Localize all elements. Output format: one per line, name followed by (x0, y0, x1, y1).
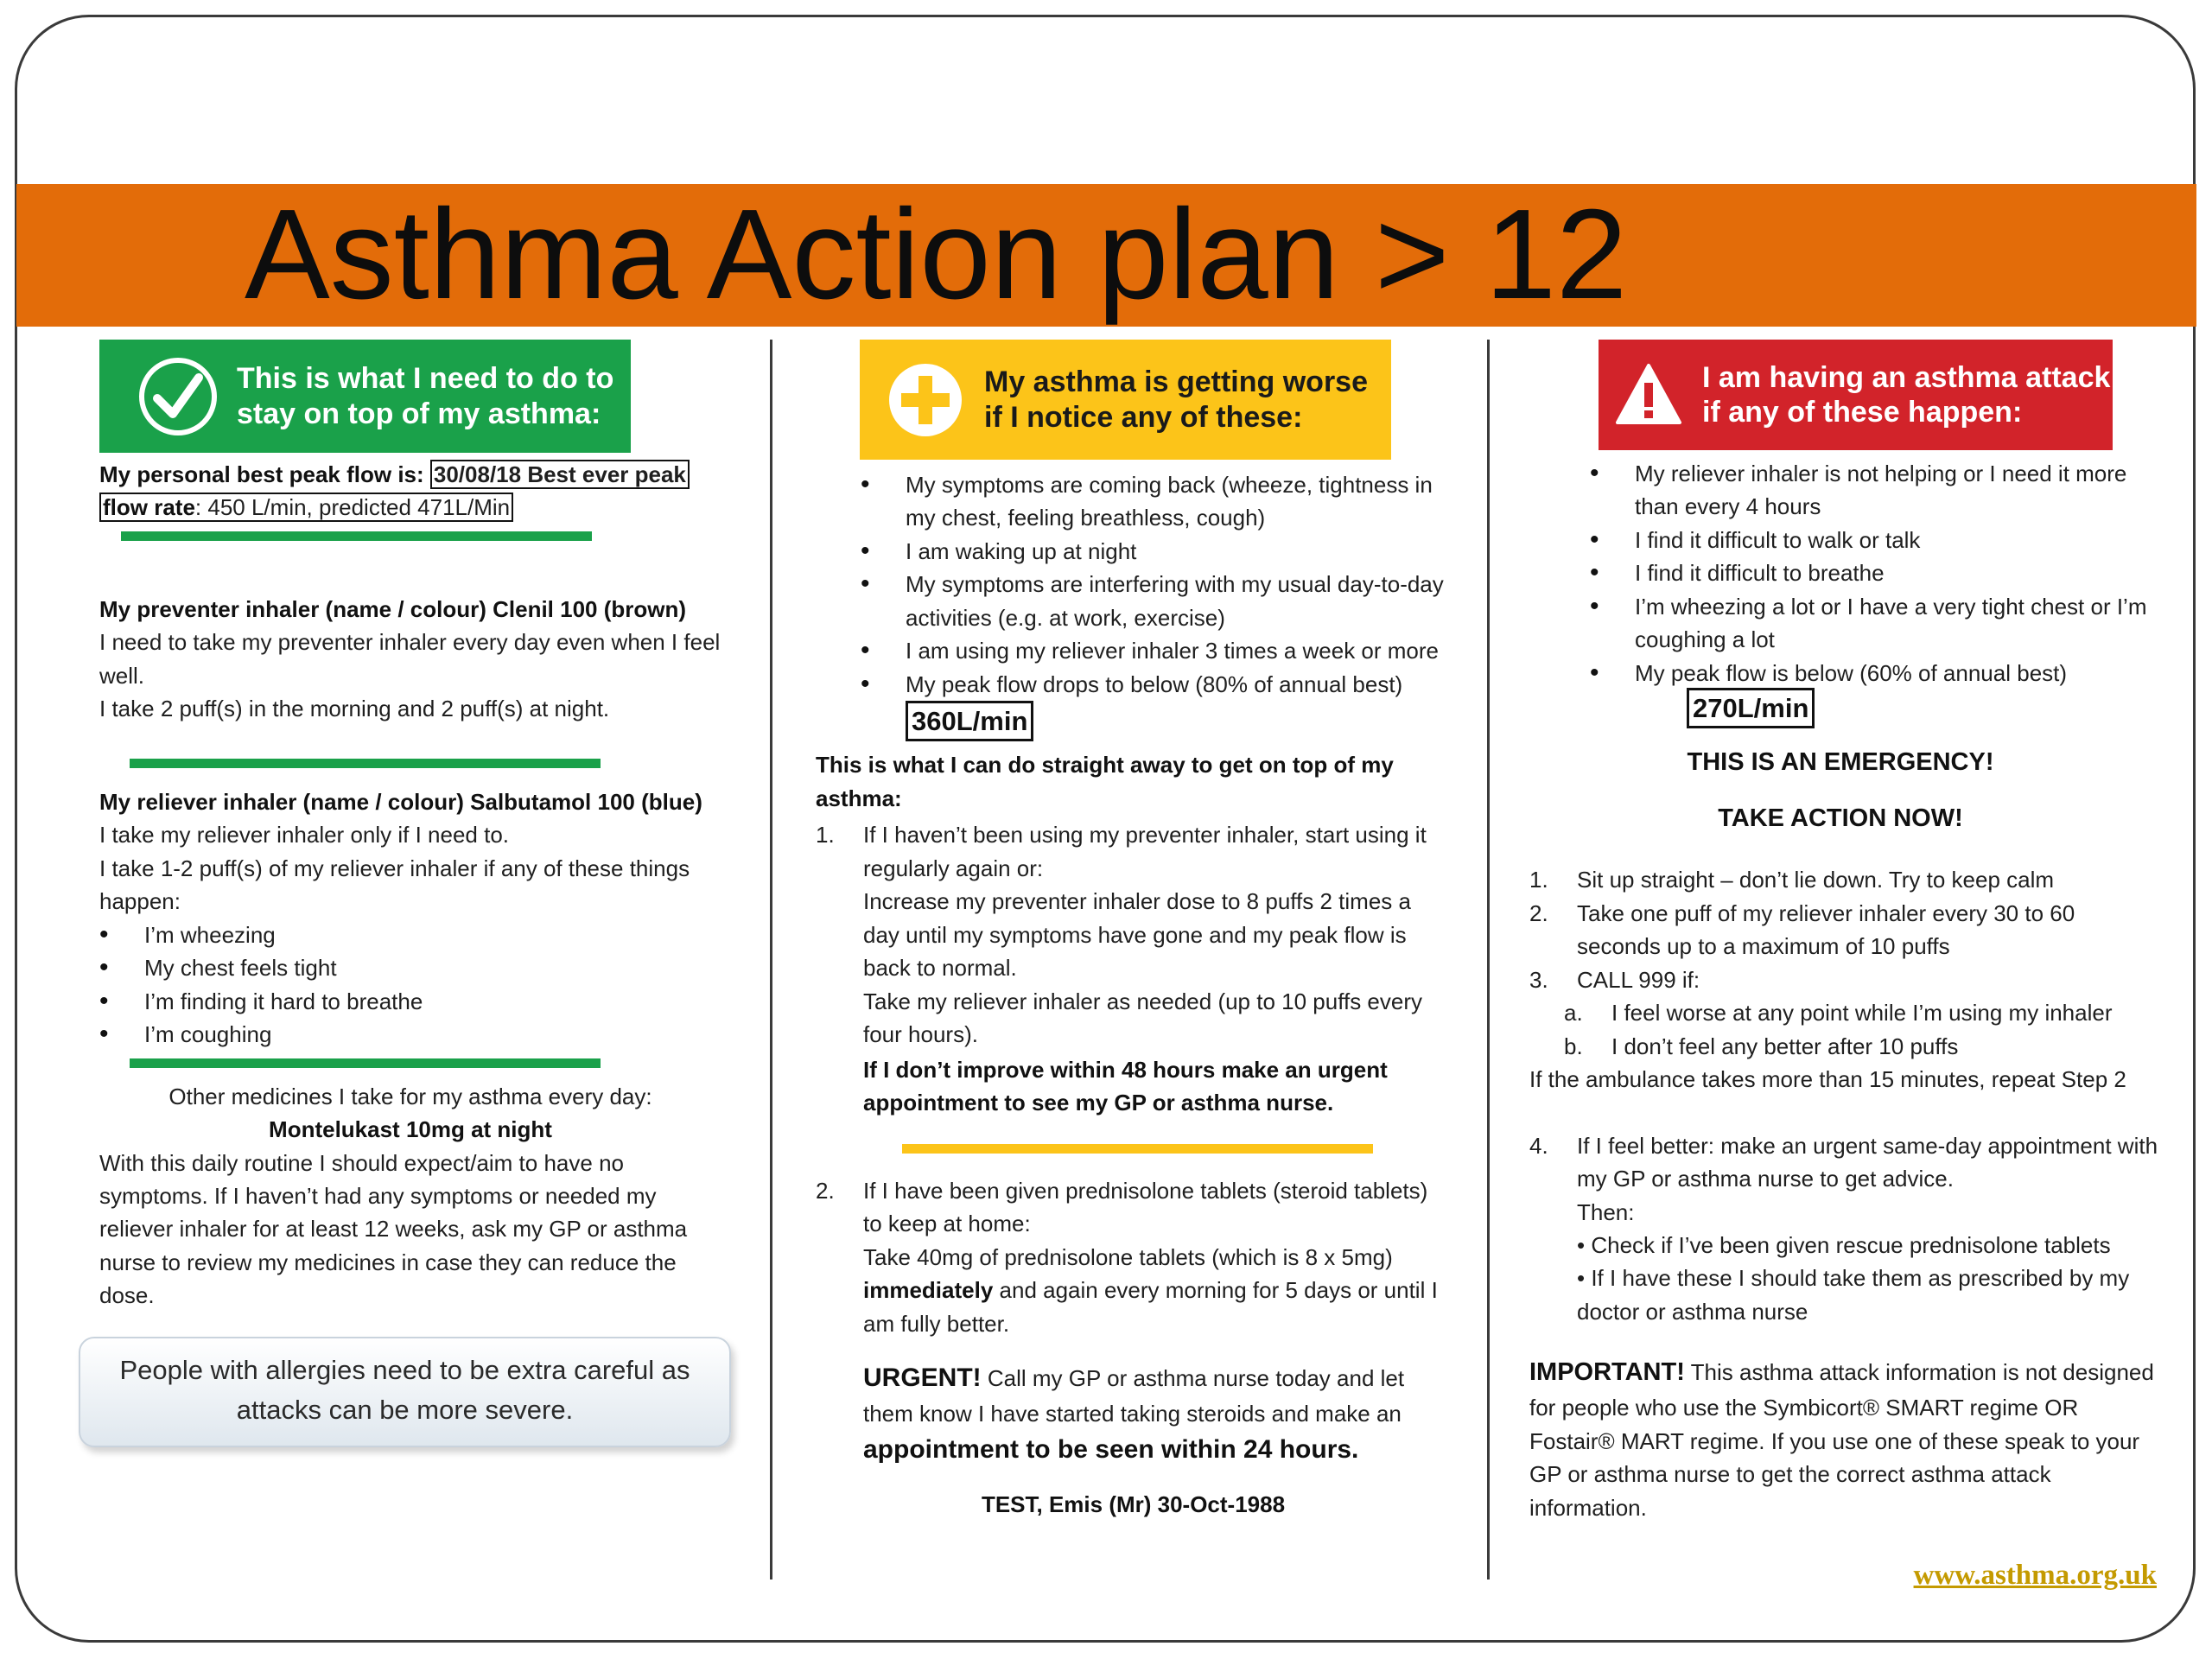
list-item: • I’m coughing (99, 1018, 739, 1051)
list-item: • My symptoms are coming back (wheeze, tightness in my chest, feeling breathless, cough) (861, 468, 1451, 535)
red-banner-line1: I am having an asthma attack (1702, 360, 2111, 394)
step2-text-b3: and again every morning for 5 days or until I am fully better. (863, 1277, 1438, 1337)
list-item: • I find it difficult to walk or talk (1590, 524, 2164, 556)
reliever-heading: My reliever inhaler (name / colour) Salbutamol 100 (blue) (99, 788, 702, 815)
important-text: This asthma attack information is not designed for people who use the Symbicort® SMART regime OR Fostair® MART regime. If you use one of these speak to your GP or asthma nurse to get the correct asthma attack information. (1529, 1359, 2154, 1521)
list-item: • My symptoms are interfering with my usual day-to-day activities (e.g. at work, exercise) (861, 568, 1451, 634)
list-item: • I’m finding it hard to breathe (99, 985, 739, 1018)
list-item: • I am waking up at night (861, 535, 1451, 568)
red-banner-line2: if any of these happen: (1702, 396, 2023, 429)
peak-flow-value: 30/08/18 Best ever peak (430, 460, 690, 489)
substep-label: a. (1564, 1000, 1583, 1027)
green-banner-line2: stay on top of my asthma: (237, 397, 601, 430)
red-step-3 (1529, 963, 2164, 996)
peak-flow-rate-label: flow rate (103, 494, 195, 521)
then-item: • Check if I’ve been given rescue prednisolone tablets (1577, 1231, 2111, 1258)
red-banner (1599, 340, 2113, 450)
reliever-text-2: I take 1-2 puff(s) of my reliever inhaler if any of these things happen: (99, 855, 690, 915)
page-title: Asthma Action plan > 12 (245, 183, 1628, 326)
then-item: • If I have these I should take them as prescribed by my doctor or asthma nurse (1577, 1265, 2130, 1325)
urgent-note (816, 1359, 1451, 1469)
step-text: Take one puff of my reliever inhaler every 30 to 60 seconds up to a maximum of 10 puffs (1577, 899, 2075, 960)
yellow-peak-threshold: 360L/min (906, 701, 1033, 741)
step1-text-c: Take my reliever inhaler as needed (up to 10 puffs every four hours). (863, 988, 1422, 1048)
list-item: • I find it difficult to breathe (1590, 556, 2164, 589)
step1-text-b: Increase my preventer inhaler dose to 8 puffs 2 times a day until my symptoms have gone and my peak flow is back to normal. (863, 888, 1411, 982)
yellow-banner-line2: if I notice any of these: (984, 400, 1303, 434)
yellow-step-1 (816, 818, 1451, 1119)
take-action-heading: TAKE ACTION NOW! (1718, 804, 1963, 833)
column-divider-right (1487, 340, 1490, 1580)
peak-flow-rate-value: : 450 L/min, predicted 471L/Min (194, 494, 511, 521)
step-text: Sit up straight – don’t lie down. Try to keep calm (1577, 867, 2055, 893)
step-number: 1. (816, 822, 835, 849)
other-meds-label: Other medicines I take for my asthma every day: (168, 1083, 652, 1109)
list-item: • My reliever inhaler is not helping or I need it more than every 4 hours (1590, 457, 2164, 524)
green-banner (99, 340, 631, 453)
red-step-2 (1529, 897, 2164, 963)
red-column (1529, 340, 2164, 1524)
preventer-heading: My preventer inhaler (name / colour) Clenil 100 (brown) (99, 595, 687, 622)
urgent-text: Call my GP or asthma nurse today and let them know I have started taking steroids and make an (863, 1364, 1405, 1427)
attack-symptoms-list (1529, 457, 2164, 690)
ambulance-note: If the ambulance takes more than 15 minutes, repeat Step 2 (1529, 1066, 2126, 1093)
step1-text-a: If I haven’t been using my preventer inhaler, start using it regularly again or: (863, 822, 1427, 881)
then-label: Then: (1577, 1198, 1635, 1225)
yellow-column (816, 340, 1451, 1522)
step2-text-b2: immediately (863, 1277, 994, 1304)
preventer-dose: I take 2 puff(s) in the morning and 2 puff(s) at night. (99, 696, 610, 722)
important-label: IMPORTANT! (1529, 1358, 1685, 1387)
routine-text: With this daily routine I should expect/aim to have no symptoms. If I haven’t had any symptoms or needed my reliever inhaler for at least 12 weeks, ask my GP or asthma nurse to review my medicines in case they can reduce the dose. (99, 1149, 688, 1309)
preventer-text: I need to take my preventer inhaler every day even when I feel well. (99, 629, 721, 689)
list-item: • My chest feels tight (99, 951, 739, 984)
red-step-4 (1529, 1129, 2164, 1329)
urgent-bold: appointment to be seen within 24 hours. (863, 1434, 1359, 1464)
reliever-triggers-list (99, 918, 739, 1052)
list-item: • My peak flow drops to below (80% of annual best) (861, 668, 1451, 701)
green-divider (121, 531, 592, 541)
step-number: 2. (816, 1177, 835, 1204)
yellow-banner-line1: My asthma is getting worse (984, 365, 1368, 399)
other-meds-value: Montelukast 10mg at night (269, 1116, 552, 1143)
list-item: • My peak flow is below (60% of annual best) (1590, 657, 2164, 690)
green-column (99, 340, 739, 1447)
tick-icon (138, 357, 218, 436)
green-divider (130, 759, 601, 768)
column-divider-left (770, 340, 772, 1580)
worsening-symptoms-list (816, 468, 1451, 701)
reliever-text-1: I take my reliever inhaler only if I need to. (99, 822, 510, 849)
step2-text-b1: Take 40mg of prednisolone tablets (which is 8 x 5mg) (863, 1243, 1393, 1270)
red-substep-a (1564, 996, 2164, 1029)
step-text: If I feel better: make an urgent same-day appointment with my GP or asthma nurse to get advice. (1577, 1132, 2158, 1192)
yellow-step-2 (816, 1174, 1451, 1340)
step-text: CALL 999 if: (1577, 966, 1700, 993)
red-steps (1529, 863, 2164, 1328)
green-divider (130, 1058, 601, 1068)
step1-text-d: If I don’t improve within 48 hours make an urgent appointment to see my GP or asthma nurse. (863, 1056, 1388, 1116)
red-substep-b (1564, 1030, 2164, 1063)
red-peak-threshold: 270L/min (1687, 688, 1815, 728)
emergency-heading: THIS IS AN EMERGENCY! (1687, 748, 1994, 777)
step-number: 1. (1529, 867, 1548, 893)
step-number: 3. (1529, 966, 1548, 993)
yellow-banner (860, 340, 1391, 460)
list-item: • I’m wheezing a lot or I have a very tight chest or I’m coughing a lot (1590, 590, 2164, 657)
step-number: 4. (1529, 1132, 1548, 1159)
peak-flow-rate (99, 493, 513, 522)
green-banner-line1: This is what I need to do to (237, 362, 614, 396)
plus-icon (886, 360, 965, 440)
yellow-action-heading: This is what I can do straight away to get on top of my asthma: (816, 752, 1394, 811)
substep-text: I feel worse at any point while I’m using my inhaler (1611, 1000, 2113, 1027)
substep-label: b. (1564, 1033, 1583, 1059)
allergy-note-box: People with allergies need to be extra careful as attacks can be more severe. (79, 1337, 731, 1447)
yellow-divider (902, 1144, 1373, 1154)
list-item: • I am using my reliever inhaler 3 times a week or more (861, 634, 1451, 667)
asthma-uk-link[interactable]: www.asthma.org.uk (1913, 1560, 2157, 1591)
warning-icon (1614, 360, 1683, 429)
patient-line: TEST, Emis (Mr) 30-Oct-1988 (981, 1491, 1286, 1518)
urgent-label: URGENT! (863, 1363, 982, 1392)
step-number: 2. (1529, 899, 1548, 926)
peak-flow-label: My personal best peak flow is: (99, 461, 424, 487)
list-item: • I’m wheezing (99, 918, 739, 951)
red-step-1 (1529, 863, 2164, 896)
step2-text-a: If I have been given prednisolone tablets (steroid tablets) to keep at home: (863, 1177, 1428, 1237)
substep-text: I don’t feel any better after 10 puffs (1611, 1033, 1959, 1059)
